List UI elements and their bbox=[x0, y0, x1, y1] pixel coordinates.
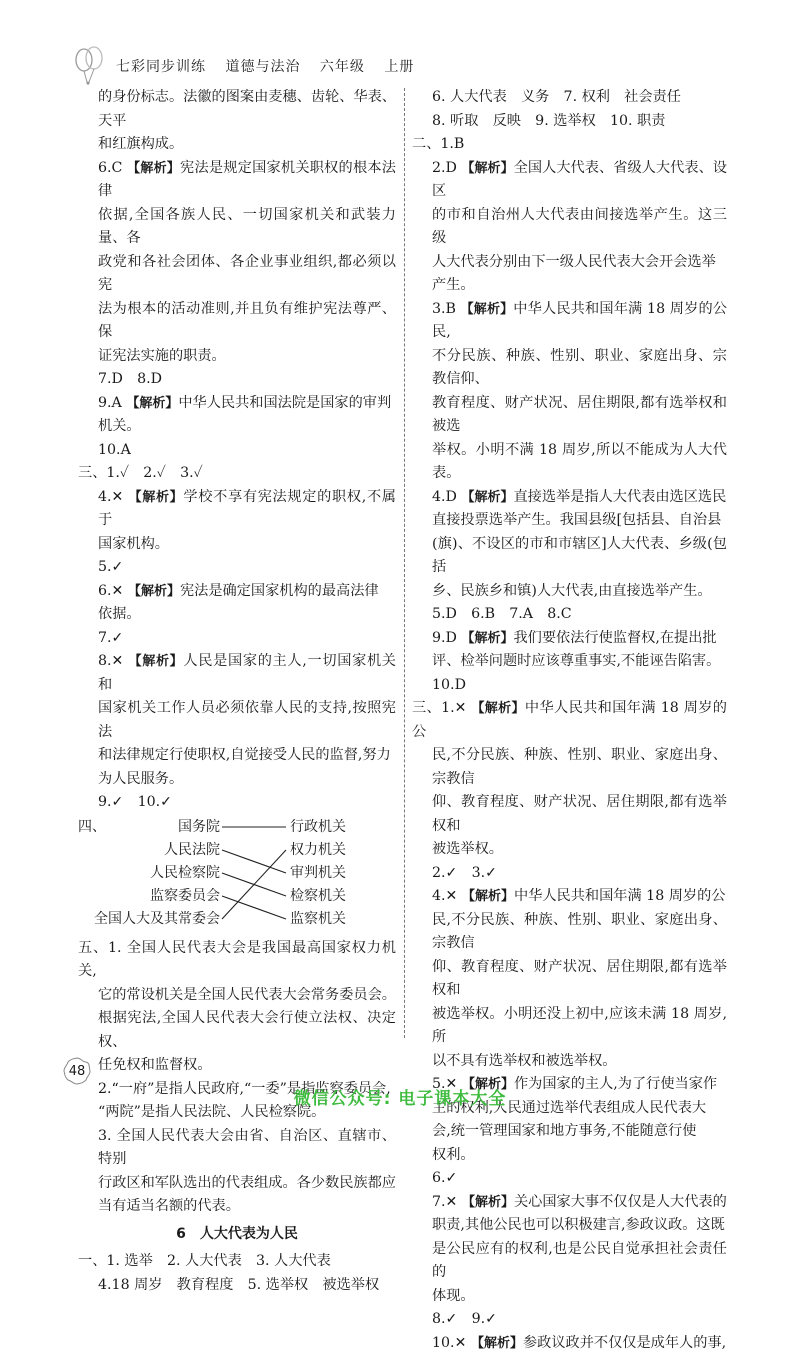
answer-line bbox=[412, 439, 727, 486]
answer-text: 中华人民共和国年满 18 周岁的公民, bbox=[432, 301, 727, 341]
answer-line bbox=[78, 157, 396, 204]
answer-number: 三、1.✕ bbox=[412, 700, 467, 716]
analysis-tag: 【解析】 bbox=[129, 654, 184, 669]
answer-text: 被选举权。小明还没上初中,应该未满 18 周岁,所 bbox=[432, 1006, 727, 1046]
answer-text: 以不具有选举权和被选举权。 bbox=[432, 1053, 616, 1069]
analysis-tag: 【解析】 bbox=[126, 396, 178, 411]
answer-text: 行政区和军队选出的代表组成。各少数民族都应 bbox=[98, 1175, 396, 1191]
answer-text: 二、1.B bbox=[412, 136, 464, 152]
answer-text: 6.✓ bbox=[432, 1170, 457, 1186]
answer-line bbox=[78, 204, 396, 251]
answer-line bbox=[412, 1332, 727, 1355]
answer-text: 和红旗构成。 bbox=[98, 136, 183, 152]
analysis-tag: 【解析】 bbox=[461, 631, 513, 646]
answer-line bbox=[412, 885, 727, 909]
answer-line bbox=[78, 627, 396, 651]
answer-text: 依据,全国各族人民、一切国家机关和武装力量、各 bbox=[98, 207, 396, 247]
answer-line bbox=[412, 133, 727, 157]
answer-line bbox=[412, 1050, 727, 1074]
answer-line bbox=[78, 486, 396, 533]
answer-line bbox=[412, 274, 727, 298]
answer-text: 仰、教育程度、财产状况、居住期限,都有选举权和 bbox=[432, 794, 727, 834]
answer-text: 3. 全国人民代表大会由省、自治区、直辖市、特别 bbox=[98, 1128, 396, 1168]
answer-line bbox=[412, 157, 727, 204]
answer-text: 是公民应有的权利,也是公民自觉承担社会责任的 bbox=[432, 1241, 727, 1281]
header-volume: 上册 bbox=[384, 59, 414, 75]
balloon-logo-icon bbox=[72, 46, 108, 86]
answer-text: 的市和自治州人大代表由间接选举产生。这三级 bbox=[432, 207, 727, 247]
section-number: 6 bbox=[176, 1226, 186, 1242]
answer-line bbox=[412, 674, 727, 698]
analysis-tag: 【解析】 bbox=[129, 490, 184, 505]
answer-line bbox=[78, 744, 396, 768]
page-number-badge bbox=[62, 1056, 92, 1086]
answer-line bbox=[412, 204, 727, 251]
answer-line bbox=[412, 909, 727, 956]
section-title bbox=[78, 1223, 396, 1247]
answer-line bbox=[78, 251, 396, 298]
answer-line bbox=[412, 1285, 727, 1309]
answer-line bbox=[412, 110, 727, 134]
answer-line bbox=[78, 1250, 396, 1274]
answer-line bbox=[412, 1214, 727, 1238]
answer-text: 8. 听取 反映 9. 选举权 10. 职责 bbox=[432, 113, 665, 129]
answer-text: 10.A bbox=[98, 442, 131, 458]
answer-text: 9.✓ 10.✓ bbox=[98, 794, 172, 810]
answer-line bbox=[412, 1191, 727, 1215]
page-header bbox=[72, 46, 428, 86]
answer-text: 中华人民共和国年满 18 周岁的公 bbox=[514, 888, 726, 904]
match-left-item: 人民法院 bbox=[164, 840, 220, 860]
answer-text: 民,不分民族、种族、性别、职业、家庭出身、宗教信 bbox=[432, 747, 727, 787]
answer-line bbox=[78, 1195, 396, 1219]
answer-text: 评、检举问题时应该尊重事实,不能诬告陷害。 bbox=[432, 653, 720, 669]
matching-lines bbox=[78, 817, 396, 933]
answer-number: 8.✕ bbox=[98, 653, 123, 669]
match-left-item: 监察委员会 bbox=[150, 886, 220, 906]
answer-text: 全国人大代表、省级人大代表、设区 bbox=[432, 160, 727, 200]
answer-line bbox=[78, 650, 396, 697]
answer-line bbox=[412, 392, 727, 439]
answer-line bbox=[78, 603, 396, 627]
left-answers-5 bbox=[78, 937, 396, 1219]
right-column bbox=[412, 86, 727, 1355]
answer-line bbox=[78, 984, 396, 1008]
answer-line bbox=[412, 1238, 727, 1285]
answer-text: 人大代表分别由下一级人民代表大会开会选举 bbox=[432, 254, 716, 270]
answer-line bbox=[412, 1144, 727, 1168]
answer-text: 民,不分民族、种族、性别、职业、家庭出身、宗教信 bbox=[432, 912, 727, 952]
match-line bbox=[222, 896, 286, 919]
answer-text: 和法律规定行使职权,自觉接受人民的监督,努力 bbox=[98, 747, 391, 763]
answer-text: 宪法是确定国家机构的最高法律 bbox=[180, 583, 379, 599]
answer-number: 9.A bbox=[98, 395, 122, 411]
header-grade: 六年级 bbox=[320, 59, 365, 75]
left-answers bbox=[78, 86, 396, 815]
answer-number: 4.✕ bbox=[432, 888, 457, 904]
answer-text: 10.D bbox=[432, 677, 466, 693]
answer-text: (旗)、不设区的市和市辖区]人大代表、乡级(包括 bbox=[432, 536, 727, 576]
answer-number: 2.D bbox=[432, 160, 457, 176]
answer-text: 乡、民族乡和镇)人大代表,由直接选举产生。 bbox=[432, 583, 712, 599]
answer-text: 我们要依法行使监督权,在提出批 bbox=[513, 630, 716, 646]
answer-line bbox=[412, 580, 727, 604]
analysis-tag: 【解析】 bbox=[461, 161, 513, 176]
answer-line bbox=[412, 956, 727, 1003]
right-answers bbox=[412, 86, 727, 1355]
answer-text: 国家机关工作人员必须依靠人民的支持,按照宪法 bbox=[98, 700, 396, 740]
match-left-item: 全国人大及其常委会 bbox=[94, 909, 220, 929]
answer-text: 体现。 bbox=[432, 1288, 475, 1304]
answer-text: 5.D 6.B 7.A 8.C bbox=[432, 606, 572, 622]
answer-text: 中华人民共和国年满 18 周岁的公 bbox=[412, 700, 727, 740]
answer-line bbox=[78, 368, 396, 392]
answer-line bbox=[412, 627, 727, 651]
match-right-item: 权力机关 bbox=[290, 840, 346, 860]
answer-number: 9.D bbox=[432, 630, 457, 646]
answer-text: 中华人民共和国法院是国家的审判 bbox=[178, 395, 391, 411]
answer-number: 4.D bbox=[432, 489, 457, 505]
watermark-text: 微信公众号: 电子课本大全 bbox=[0, 1084, 800, 1109]
answer-text: 证宪法实施的职责。 bbox=[98, 348, 226, 364]
section-name: 人大代表为人民 bbox=[200, 1226, 298, 1242]
answer-text: 7.✓ bbox=[98, 630, 123, 646]
answer-number: 6.✕ bbox=[98, 583, 123, 599]
header-title bbox=[116, 56, 428, 76]
answer-text: 4.18 周岁 教育程度 5. 选举权 被选举权 bbox=[98, 1277, 379, 1293]
answer-text: 人民是国家的主人,一切国家机关和 bbox=[98, 653, 396, 693]
answer-text: 8.✓ 9.✓ bbox=[432, 1311, 497, 1327]
match-right-item: 行政机关 bbox=[290, 817, 346, 837]
answer-line bbox=[78, 556, 396, 580]
answer-text: 学校不享有宪法规定的职权,不属于 bbox=[98, 489, 396, 529]
answer-line bbox=[412, 298, 727, 345]
analysis-tag: 【解析】 bbox=[461, 302, 514, 317]
answer-line bbox=[412, 509, 727, 533]
header-subject: 道德与法治 bbox=[225, 59, 300, 75]
answer-text: 参政议政并不仅仅是成年人的事, bbox=[523, 1335, 726, 1351]
header-series: 七彩同步训练 bbox=[116, 59, 206, 75]
answer-text: 教育程度、财产状况、居住期限,都有选举权和被选 bbox=[432, 395, 727, 435]
answer-text: 一、1. 选举 2. 人大代表 3. 人大代表 bbox=[78, 1253, 331, 1269]
answer-text: 直接选举是指人大代表由选区选民 bbox=[513, 489, 726, 505]
match-left-item: 国务院 bbox=[178, 817, 220, 837]
answer-text: 法为根本的活动准则,并且负有维护宪法尊严、保 bbox=[98, 301, 396, 341]
answer-line bbox=[78, 580, 396, 604]
answer-text: 国家机构。 bbox=[98, 536, 169, 552]
answer-line bbox=[412, 1308, 727, 1332]
answer-text: 直接投票选举产生。我国县级[包括县、自治县 bbox=[432, 512, 721, 528]
answer-number: 6.C bbox=[98, 160, 122, 176]
answer-line bbox=[412, 1120, 727, 1144]
left-answers-6 bbox=[78, 1250, 396, 1297]
answer-text: 三、1.✓ 2.✓ 3.✓ bbox=[78, 465, 203, 481]
answer-line bbox=[78, 133, 396, 157]
answer-line bbox=[78, 345, 396, 369]
answer-line bbox=[78, 86, 396, 133]
answer-text: 根据宪法,全国人民代表大会行使立法权、决定权、 bbox=[98, 1010, 396, 1050]
answer-text: 关心国家大事不仅仅是人大代表的 bbox=[514, 1194, 727, 1210]
answer-line bbox=[412, 345, 727, 392]
matching-question bbox=[78, 817, 396, 933]
analysis-tag: 【解析】 bbox=[462, 1077, 514, 1092]
analysis-tag: 【解析】 bbox=[471, 701, 524, 716]
answer-line bbox=[78, 462, 396, 486]
answer-line bbox=[412, 697, 727, 744]
answer-text: 被选举权。 bbox=[432, 841, 503, 857]
analysis-tag: 【解析】 bbox=[128, 584, 180, 599]
answer-line bbox=[78, 1172, 396, 1196]
match-right-item: 检察机关 bbox=[290, 886, 346, 906]
answer-line bbox=[78, 768, 396, 792]
analysis-tag: 【解析】 bbox=[461, 490, 513, 505]
answer-text: 任免权和监督权。 bbox=[98, 1057, 212, 1073]
match-right-item: 监察机关 bbox=[290, 909, 346, 929]
analysis-tag: 【解析】 bbox=[127, 161, 180, 176]
answer-text: 职责,其他公民也可以积极建言,参政议政。这既 bbox=[432, 1217, 725, 1233]
matching-label: 四、 bbox=[78, 817, 106, 837]
answer-line bbox=[412, 486, 727, 510]
answer-text: 会,统一管理国家和地方事务,不能随意行使 bbox=[432, 1123, 696, 1139]
answer-number: 4.✕ bbox=[98, 489, 123, 505]
answer-text: 产生。 bbox=[432, 277, 475, 293]
answer-line bbox=[78, 1007, 396, 1054]
answer-line bbox=[78, 533, 396, 557]
answer-text: 主的权利,人民通过选举代表组成人民代表大 bbox=[432, 1100, 706, 1116]
answer-line bbox=[412, 251, 727, 275]
answer-line bbox=[412, 533, 727, 580]
answer-text: 举权。小明不满 18 周岁,所以不能成为人大代表。 bbox=[432, 442, 727, 482]
answer-text: 它的常设机关是全国人民代表大会常务委员会。 bbox=[98, 987, 396, 1003]
answer-number: 3.B bbox=[432, 301, 456, 317]
match-line bbox=[222, 850, 286, 873]
match-right-item: 审判机关 bbox=[290, 863, 346, 883]
answer-text: 2.✓ 3.✓ bbox=[432, 865, 497, 881]
answer-line bbox=[412, 862, 727, 886]
answer-line bbox=[78, 791, 396, 815]
answer-line bbox=[412, 744, 727, 791]
answer-line bbox=[412, 86, 727, 110]
answer-text: 6. 人大代表 义务 7. 权利 社会责任 bbox=[432, 89, 681, 105]
answer-text: 不分民族、种族、性别、职业、家庭出身、宗教信仰、 bbox=[432, 348, 727, 388]
answer-text: 机关。 bbox=[98, 418, 141, 434]
answer-text: 2.“一府”是指人民政府,“一委”是指监察委员会, bbox=[98, 1081, 391, 1097]
answer-text: 7.D 8.D bbox=[98, 371, 162, 387]
left-column bbox=[78, 86, 396, 1297]
answer-text: 宪法是规定国家机关职权的根本法律 bbox=[98, 160, 396, 200]
answer-text: 当有适当名额的代表。 bbox=[98, 1198, 240, 1214]
column-divider bbox=[404, 88, 405, 1038]
answer-line bbox=[412, 838, 727, 862]
match-left-item: 人民检察院 bbox=[150, 863, 220, 883]
answer-text: 的身份标志。法徽的图案由麦穗、齿轮、华表、天平 bbox=[98, 89, 396, 129]
answer-line bbox=[412, 1167, 727, 1191]
analysis-tag: 【解析】 bbox=[471, 1336, 523, 1351]
answer-number: 10.✕ bbox=[432, 1335, 466, 1351]
answer-text: 仰、教育程度、财产状况、居住期限,都有选举权和 bbox=[432, 959, 727, 999]
answer-line bbox=[78, 1054, 396, 1078]
analysis-tag: 【解析】 bbox=[462, 1195, 514, 1210]
answer-text: 5.✓ bbox=[98, 559, 123, 575]
answer-line bbox=[412, 603, 727, 627]
answer-number: 7.✕ bbox=[432, 1194, 457, 1210]
match-line bbox=[222, 850, 286, 919]
answer-line bbox=[78, 697, 396, 744]
answer-line bbox=[412, 1003, 727, 1050]
answer-text: “两院”是指人民法院、人民检察院。 bbox=[98, 1104, 325, 1120]
answer-line bbox=[78, 392, 396, 416]
answer-line bbox=[78, 415, 396, 439]
answer-text: 为人民服务。 bbox=[98, 771, 183, 787]
answer-line bbox=[78, 1125, 396, 1172]
answer-line bbox=[78, 1274, 396, 1298]
answer-line bbox=[412, 650, 727, 674]
answer-text: 依据。 bbox=[98, 606, 141, 622]
answer-line bbox=[412, 791, 727, 838]
answer-text: 政党和各社会团体、各企业事业组织,都必须以宪 bbox=[98, 254, 396, 294]
answer-line bbox=[78, 937, 396, 984]
page-number: 48 bbox=[69, 1064, 86, 1079]
answer-text: 作为国家的主人,为了行使当家作 bbox=[514, 1076, 717, 1092]
analysis-tag: 【解析】 bbox=[462, 889, 514, 904]
answer-text: 权利。 bbox=[432, 1147, 475, 1163]
answer-line bbox=[78, 298, 396, 345]
answer-number: 5.✕ bbox=[432, 1076, 457, 1092]
answer-text: 五、1. 全国人民代表大会是我国最高国家权力机关, bbox=[78, 940, 396, 980]
answer-line bbox=[78, 439, 396, 463]
